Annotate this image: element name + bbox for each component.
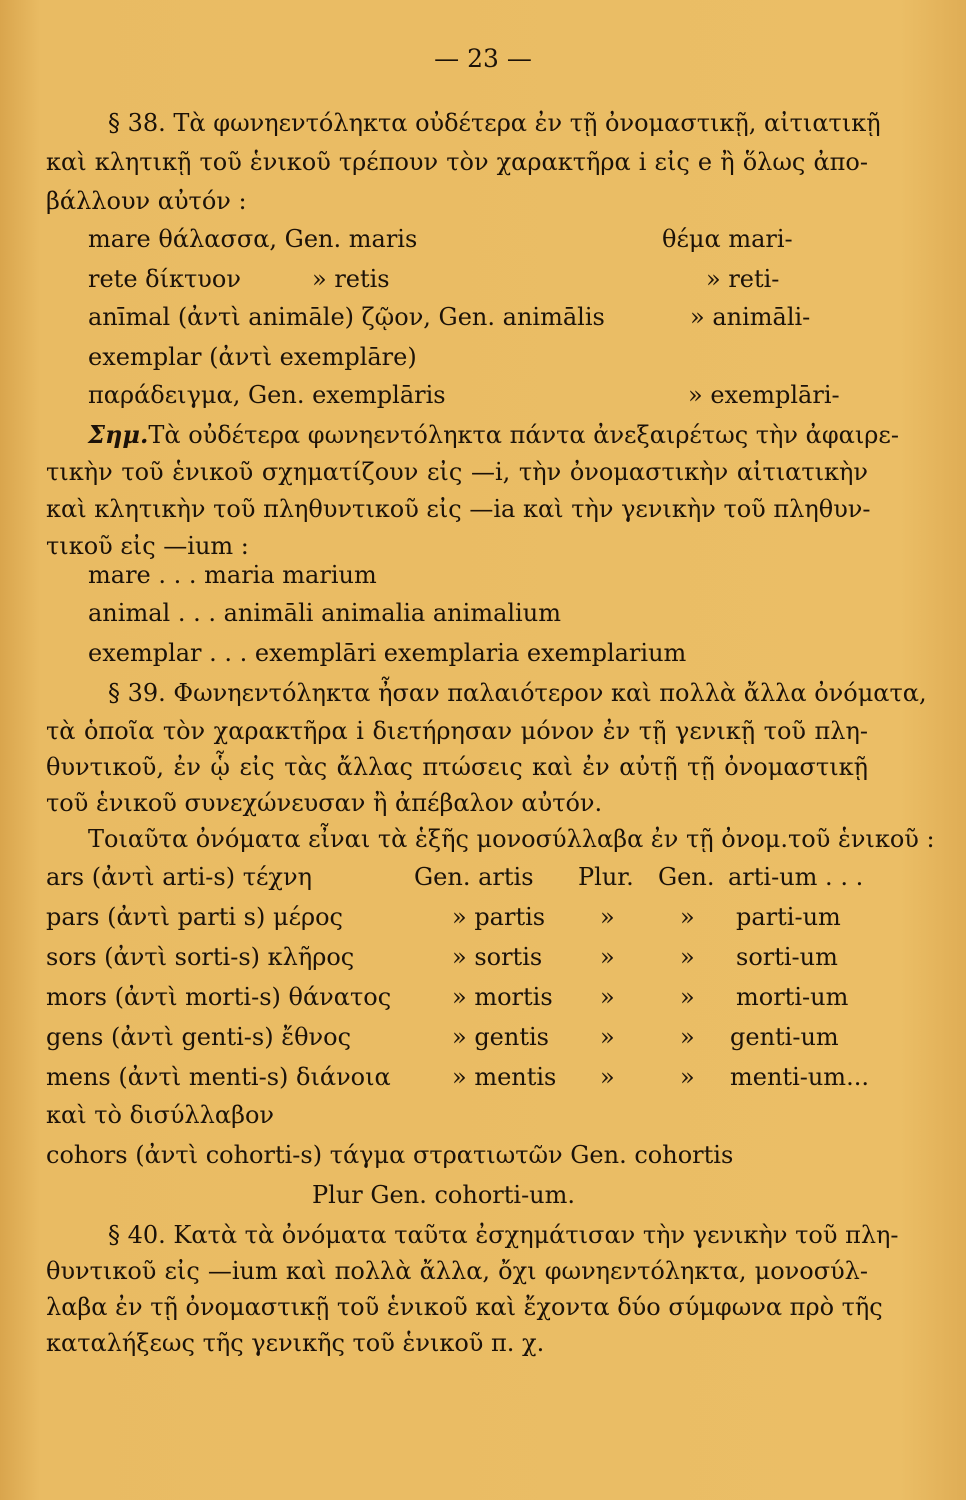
example-rete-gen: » retis xyxy=(312,265,390,293)
example-exemplar: exemplar (ἀντὶ exemplāre) xyxy=(88,343,417,371)
p38-line-3: βάλλουν αὐτόν : xyxy=(46,187,247,215)
table-row-gens-ending: genti-um xyxy=(730,1023,839,1051)
p40-line-1: § 40. Κατὰ τὰ ὀνόματα ταῦτα ἐσχημάτισαν τὴν γενικὴν τοῦ πλη- xyxy=(108,1221,899,1249)
table-row-ars-gen: Gen. artis xyxy=(414,863,534,891)
page-number: — 23 — xyxy=(434,44,532,73)
example-exemplar-stem: » exemplāri- xyxy=(688,381,840,409)
p39-line-4: τοῦ ἑνικοῦ συνεχώνευσαν ἢ ἀπέβαλον αὐτόν. xyxy=(46,789,603,817)
example-animal: anīmal (ἀντὶ animāle) ζῷον, Gen. animālis xyxy=(88,303,605,331)
table-row-mens-ending: menti-um... xyxy=(730,1063,869,1091)
table-row-mors-plur-gen: » xyxy=(680,983,695,1011)
table-row-sors-plur-gen: » xyxy=(680,943,695,971)
table-row-pars: pars (ἀντὶ parti s) μέρος xyxy=(46,903,343,931)
table-row-ars-plur: Plur. xyxy=(578,863,634,891)
note-line-4: τικοῦ εἰς —ium : xyxy=(46,532,249,560)
table-row-mors-gen: » mortis xyxy=(452,983,553,1011)
p38-line-2: καὶ κλητικῇ τοῦ ἑνικοῦ τρέπουν τὸν χαρακτῆρα i εἰς e ἢ ὅλως ἀπο- xyxy=(46,148,868,176)
monosyllables-intro: Τοιαῦτα ὀνόματα εἶναι τὰ ἑξῆς μονοσύλλαβα ἐν τῇ ὀνομ.τοῦ ἑνικοῦ : xyxy=(88,825,935,853)
note-line-2: τικὴν τοῦ ἑνικοῦ σχηματίζουν εἰς —i, τὴν ὀνομαστικὴν αἰτιατικὴν xyxy=(46,458,868,486)
example-rete-stem: » reti- xyxy=(706,265,780,293)
example-mare-stem: θέμα mari- xyxy=(662,225,793,253)
declension-mare: mare . . . maria marium xyxy=(88,561,377,589)
table-row-ars-ending: arti-um . . . xyxy=(728,863,864,891)
declension-animal: animal . . . animāli animalia animalium xyxy=(88,599,561,627)
table-row-pars-plur-gen: » xyxy=(680,903,695,931)
p39-line-3: θυντικοῦ, ἐν ᾧ εἰς τὰς ἄλλας πτώσεις καὶ ἐν αὐτῇ τῇ ὀνομαστικῇ xyxy=(46,753,868,781)
declension-exemplar: exemplar . . . exemplāri exemplaria exemplarium xyxy=(88,639,687,667)
cohors-line: cohors (ἀντὶ cohorti-s) τάγμα στρατιωτῶν Gen. cohortis xyxy=(46,1141,734,1169)
table-row-mors-plur: » xyxy=(600,983,615,1011)
cohors-plural: Plur Gen. cohorti-um. xyxy=(312,1181,576,1209)
example-mare: mare θάλασσα, Gen. maris xyxy=(88,225,418,253)
table-row-pars-plur: » xyxy=(600,903,615,931)
note-label: Σημ. xyxy=(88,420,149,449)
table-row-sors-gen: » sortis xyxy=(452,943,543,971)
table-row-pars-gen: » partis xyxy=(452,903,546,931)
table-row-sors-ending: sorti-um xyxy=(736,943,838,971)
p40-line-2: θυντικοῦ εἰς —ium καὶ πολλὰ ἄλλα, ὄχι φωνηεντόληκτα, μονοσύλ- xyxy=(46,1257,868,1285)
table-row-gens-gen: » gentis xyxy=(452,1023,549,1051)
table-row-mens: mens (ἀντὶ menti-s) διάνοια xyxy=(46,1063,391,1091)
p39-line-1: § 39. Φωνηεντόληκτα ἦσαν παλαιότερον καὶ πολλὰ ἄλλα ὀνόματα, xyxy=(108,679,927,707)
note-line-1-text: Τὰ οὐδέτερα φωνηεντόληκτα πάντα ἀνεξαιρέτως τὴν ἀφαιρε- xyxy=(148,421,899,449)
table-row-mors-ending: morti-um xyxy=(736,983,849,1011)
p40-line-4: καταλήξεως τῆς γενικῆς τοῦ ἑνικοῦ π. χ. xyxy=(46,1329,545,1357)
table-row-ars-plur-gen: Gen. xyxy=(658,863,715,891)
example-exemplar-gen: παράδειγμα, Gen. exemplāris xyxy=(88,381,446,409)
disyllable-intro: καὶ τὸ δισύλλαβον xyxy=(46,1101,274,1129)
table-row-gens-plur-gen: » xyxy=(680,1023,695,1051)
note-line-3: καὶ κλητικὴν τοῦ πληθυντικοῦ εἰς —ia καὶ τὴν γενικὴν τοῦ πληθυν- xyxy=(46,495,871,523)
table-row-mors: mors (ἀντὶ morti-s) θάνατος xyxy=(46,983,392,1011)
table-row-mens-plur: » xyxy=(600,1063,615,1091)
example-animal-stem: » animāli- xyxy=(690,303,811,331)
table-row-gens: gens (ἀντὶ genti-s) ἔθνος xyxy=(46,1023,352,1051)
table-row-mens-gen: » mentis xyxy=(452,1063,557,1091)
table-row-gens-plur: » xyxy=(600,1023,615,1051)
p40-line-3: λαβα ἐν τῇ ὀνομαστικῇ τοῦ ἑνικοῦ καὶ ἔχοντα δύο σύμφωνα πρὸ τῆς xyxy=(46,1293,883,1321)
table-row-sors: sors (ἀντὶ sorti-s) κλῆρος xyxy=(46,943,355,971)
table-row-ars: ars (ἀντὶ arti-s) τέχνη xyxy=(46,863,312,891)
table-row-sors-plur: » xyxy=(600,943,615,971)
table-row-pars-ending: parti-um xyxy=(736,903,841,931)
note-line-1 xyxy=(88,420,899,450)
example-rete: rete δίκτυον xyxy=(88,265,241,293)
p38-line-1: § 38. Τὰ φωνηεντόληκτα οὐδέτερα ἐν τῇ ὀνομαστικῇ, αἰτιατικῇ xyxy=(108,109,881,137)
p39-line-2: τὰ ὁποῖα τὸν χαρακτῆρα i διετήρησαν μόνον ἐν τῇ γενικῇ τοῦ πλη- xyxy=(46,717,868,745)
table-row-mens-plur-gen: » xyxy=(680,1063,695,1091)
